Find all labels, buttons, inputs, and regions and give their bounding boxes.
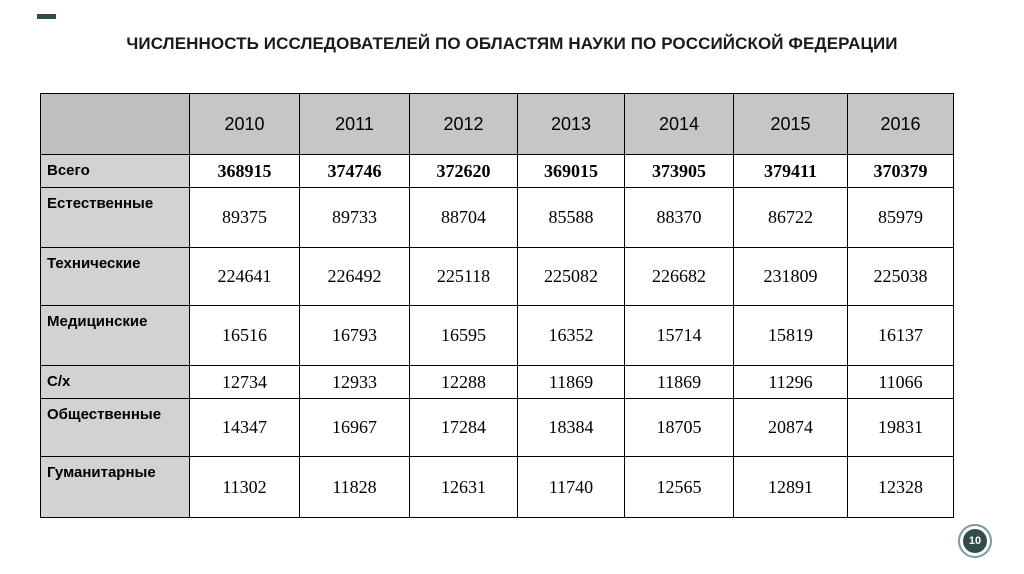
year-header: 2014 bbox=[625, 94, 734, 155]
table-cell: 88370 bbox=[625, 188, 734, 248]
table-cell: 370379 bbox=[848, 155, 954, 188]
table-corner-cell bbox=[41, 94, 190, 155]
table-cell: 369015 bbox=[518, 155, 625, 188]
page-number-badge bbox=[958, 524, 992, 558]
table-row bbox=[41, 399, 954, 457]
table-cell: 18384 bbox=[518, 399, 625, 457]
table-cell: 16516 bbox=[190, 306, 300, 366]
table-cell: 12891 bbox=[734, 457, 848, 518]
table-cell: 11869 bbox=[625, 366, 734, 399]
table-cell: 11740 bbox=[518, 457, 625, 518]
table-row bbox=[41, 248, 954, 306]
table-cell: 226682 bbox=[625, 248, 734, 306]
year-header: 2013 bbox=[518, 94, 625, 155]
table-cell: 16137 bbox=[848, 306, 954, 366]
row-label: Всего bbox=[41, 155, 190, 188]
table-cell: 373905 bbox=[625, 155, 734, 188]
table-cell: 89733 bbox=[300, 188, 410, 248]
table-cell: 225038 bbox=[848, 248, 954, 306]
table-cell: 12734 bbox=[190, 366, 300, 399]
table-cell: 12565 bbox=[625, 457, 734, 518]
table-cell: 374746 bbox=[300, 155, 410, 188]
table-cell: 11869 bbox=[518, 366, 625, 399]
table-cell: 12933 bbox=[300, 366, 410, 399]
year-header: 2012 bbox=[410, 94, 518, 155]
accent-mark bbox=[37, 14, 56, 19]
table-cell: 372620 bbox=[410, 155, 518, 188]
table-cell: 17284 bbox=[410, 399, 518, 457]
table-cell: 16595 bbox=[410, 306, 518, 366]
table-cell: 224641 bbox=[190, 248, 300, 306]
table-cell: 15819 bbox=[734, 306, 848, 366]
table-cell: 225082 bbox=[518, 248, 625, 306]
table-row-total bbox=[41, 155, 954, 188]
table-cell: 85979 bbox=[848, 188, 954, 248]
row-label: С/х bbox=[41, 366, 190, 399]
table-cell: 18705 bbox=[625, 399, 734, 457]
table-cell: 15714 bbox=[625, 306, 734, 366]
page-number: 10 bbox=[963, 529, 987, 553]
row-label: Медицинские bbox=[41, 306, 190, 366]
table-cell: 20874 bbox=[734, 399, 848, 457]
table-cell: 11828 bbox=[300, 457, 410, 518]
year-header: 2010 bbox=[190, 94, 300, 155]
table-cell: 16352 bbox=[518, 306, 625, 366]
table-row bbox=[41, 457, 954, 518]
researchers-table bbox=[40, 93, 954, 518]
year-header: 2016 bbox=[848, 94, 954, 155]
table-row bbox=[41, 366, 954, 399]
table-cell: 89375 bbox=[190, 188, 300, 248]
table-cell: 86722 bbox=[734, 188, 848, 248]
table-cell: 225118 bbox=[410, 248, 518, 306]
table-cell: 11302 bbox=[190, 457, 300, 518]
table-cell: 16793 bbox=[300, 306, 410, 366]
table-cell: 231809 bbox=[734, 248, 848, 306]
table-row bbox=[41, 306, 954, 366]
table-cell: 85588 bbox=[518, 188, 625, 248]
row-label: Естественные bbox=[41, 188, 190, 248]
table-cell: 14347 bbox=[190, 399, 300, 457]
table-cell: 368915 bbox=[190, 155, 300, 188]
table-row bbox=[41, 188, 954, 248]
table-cell: 11066 bbox=[848, 366, 954, 399]
year-header: 2011 bbox=[300, 94, 410, 155]
slide-title: ЧИСЛЕННОСТЬ ИССЛЕДОВАТЕЛЕЙ ПО ОБЛАСТЯМ НАУКИ ПО РОССИЙСКОЙ ФЕДЕРАЦИИ bbox=[126, 34, 898, 53]
table-cell: 12328 bbox=[848, 457, 954, 518]
table-cell: 88704 bbox=[410, 188, 518, 248]
table-cell: 226492 bbox=[300, 248, 410, 306]
table-cell: 19831 bbox=[848, 399, 954, 457]
table-cell: 16967 bbox=[300, 399, 410, 457]
year-header: 2015 bbox=[734, 94, 848, 155]
row-label: Технические bbox=[41, 248, 190, 306]
row-label: Общественные bbox=[41, 399, 190, 457]
table-cell: 12288 bbox=[410, 366, 518, 399]
table-cell: 11296 bbox=[734, 366, 848, 399]
table-header-row bbox=[41, 94, 954, 155]
row-label: Гуманитарные bbox=[41, 457, 190, 518]
table-cell: 379411 bbox=[734, 155, 848, 188]
table-cell: 12631 bbox=[410, 457, 518, 518]
